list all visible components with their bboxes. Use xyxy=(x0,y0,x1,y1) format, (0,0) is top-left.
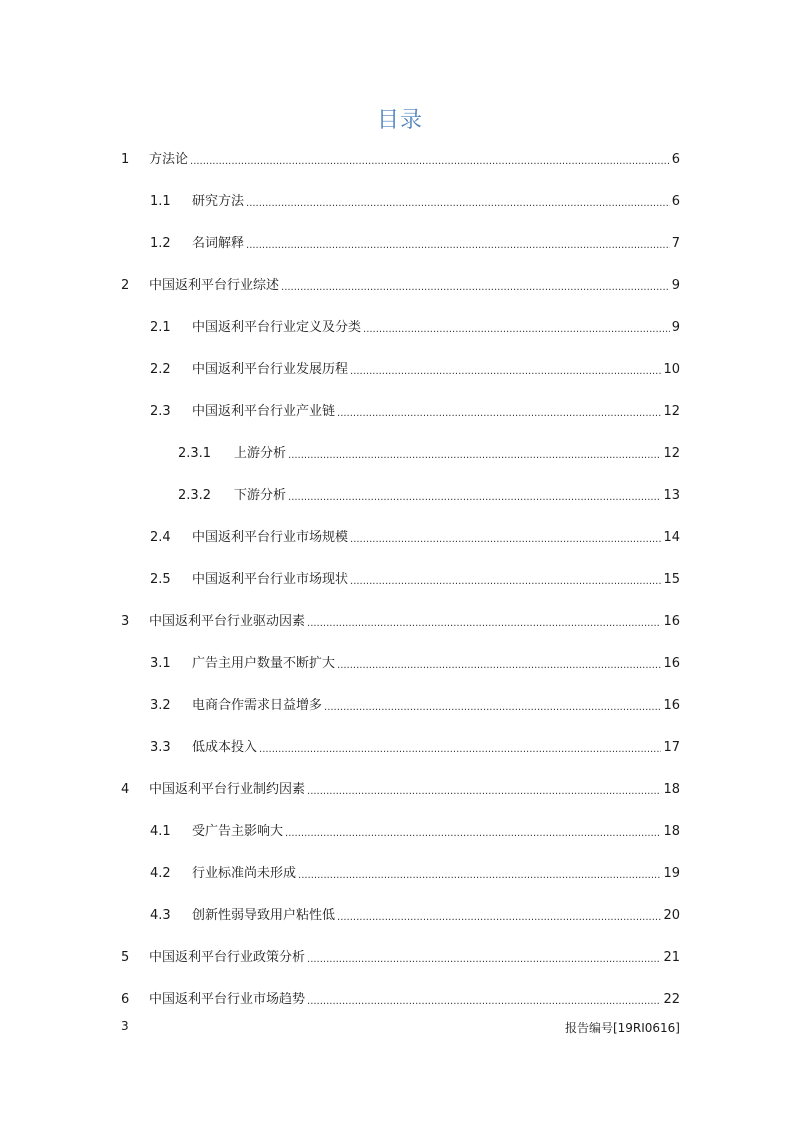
toc-dot-leader xyxy=(307,946,661,974)
toc-entry-number: 1.1 xyxy=(150,194,171,209)
toc-dot-leader xyxy=(259,736,661,764)
toc-entry-label: 创新性弱导致用户粘性低 xyxy=(192,908,336,923)
toc-entry-number: 2.5 xyxy=(150,572,171,587)
toc-entry-page: 19 xyxy=(663,866,680,881)
toc-entry-page: 15 xyxy=(663,572,680,587)
toc-entry[interactable] xyxy=(121,146,680,174)
toc-entry-page: 16 xyxy=(663,698,680,713)
toc-dot-leader xyxy=(288,484,661,512)
toc-entry[interactable] xyxy=(150,188,680,216)
toc-entry-page: 20 xyxy=(663,908,680,923)
toc-dot-leader xyxy=(363,316,670,344)
toc-entry-label: 中国返利平台行业市场规模 xyxy=(192,530,349,545)
toc-dot-leader xyxy=(350,526,661,554)
footer-page-number: 3 xyxy=(121,1019,129,1033)
toc-entry-page: 16 xyxy=(663,656,680,671)
toc-entry-page: 6 xyxy=(671,194,680,209)
toc-entry-label: 受广告主影响大 xyxy=(192,824,284,839)
toc-entry-label: 研究方法 xyxy=(192,194,245,209)
toc-dot-leader xyxy=(281,274,670,302)
toc-entry-number: 4.1 xyxy=(150,824,171,839)
toc-entry-number: 2.3 xyxy=(150,404,171,419)
toc-entry-page: 22 xyxy=(663,992,680,1007)
toc-dot-leader xyxy=(288,442,661,470)
toc-entry[interactable] xyxy=(150,230,680,258)
toc-entry-number: 4.3 xyxy=(150,908,171,923)
toc-entry[interactable] xyxy=(150,398,680,426)
toc-entry-page: 12 xyxy=(663,446,680,461)
toc-dot-leader xyxy=(337,400,661,428)
toc-entry-label: 低成本投入 xyxy=(192,740,258,755)
toc-entry[interactable] xyxy=(150,818,680,846)
toc-entry-page: 13 xyxy=(663,488,680,503)
toc-entry-number: 3.2 xyxy=(150,698,171,713)
toc-dot-leader xyxy=(246,190,670,218)
page-title: 目录 xyxy=(376,108,423,133)
toc-dot-leader xyxy=(337,904,661,932)
toc-dot-leader xyxy=(298,862,661,890)
toc-entry-label: 名词解释 xyxy=(192,236,245,251)
toc-dot-leader xyxy=(246,232,670,260)
toc-entry-number: 2.3.2 xyxy=(178,488,212,503)
toc-entry-label: 广告主用户数量不断扩大 xyxy=(192,656,336,671)
toc-entry-label: 方法论 xyxy=(149,152,189,167)
toc-dot-leader xyxy=(350,568,661,596)
toc-dot-leader xyxy=(190,148,670,176)
page-footer xyxy=(121,1019,680,1036)
toc-entry[interactable] xyxy=(121,272,680,300)
toc-entry-label: 中国返利平台行业定义及分类 xyxy=(192,320,362,335)
toc-entry-label: 中国返利平台行业政策分析 xyxy=(149,950,306,965)
toc-entry[interactable] xyxy=(150,356,680,384)
toc-entry[interactable] xyxy=(150,566,680,594)
toc-entry-page: 17 xyxy=(663,740,680,755)
toc-entry[interactable] xyxy=(121,986,680,1014)
toc-entry-page: 12 xyxy=(663,404,680,419)
toc-entry-label: 下游分析 xyxy=(234,488,287,503)
toc-entry-number: 2.1 xyxy=(150,320,171,335)
toc-entry-page: 16 xyxy=(663,614,680,629)
toc-entry-number: 1.2 xyxy=(150,236,171,251)
toc-entry-number: 2.2 xyxy=(150,362,171,377)
footer-report-code: 报告编号[19RI0616] xyxy=(564,1021,680,1035)
toc-dot-leader xyxy=(285,820,661,848)
toc-entry-page: 9 xyxy=(671,320,680,335)
toc-dot-leader xyxy=(337,652,661,680)
toc-entry-number: 3 xyxy=(121,614,130,629)
toc-entry[interactable] xyxy=(178,482,680,510)
toc-entry-number: 6 xyxy=(121,992,130,1007)
toc-entry[interactable] xyxy=(178,440,680,468)
toc-entry-label: 上游分析 xyxy=(234,446,287,461)
toc-dot-leader xyxy=(307,610,661,638)
toc-entry-number: 3.1 xyxy=(150,656,171,671)
toc-entry[interactable] xyxy=(150,650,680,678)
toc-dot-leader xyxy=(350,358,661,386)
toc-entry-label: 电商合作需求日益增多 xyxy=(192,698,323,713)
toc-entry-number: 3.3 xyxy=(150,740,171,755)
toc-dot-leader xyxy=(307,778,661,806)
toc-entry-number: 4 xyxy=(121,782,130,797)
toc-entry-number: 4.2 xyxy=(150,866,171,881)
toc-entry-page: 21 xyxy=(663,950,680,965)
toc-entry-page: 6 xyxy=(671,152,680,167)
toc-entry-page: 10 xyxy=(663,362,680,377)
toc-entry-number: 5 xyxy=(121,950,130,965)
toc-entry-page: 9 xyxy=(671,278,680,293)
toc-entry-label: 中国返利平台行业产业链 xyxy=(192,404,336,419)
toc-dot-leader xyxy=(307,988,661,1016)
toc-entry-page: 18 xyxy=(663,782,680,797)
toc-entry-label: 中国返利平台行业综述 xyxy=(149,278,280,293)
toc-entry[interactable] xyxy=(150,860,680,888)
toc-entry[interactable] xyxy=(121,944,680,972)
toc-entry-label: 中国返利平台行业制约因素 xyxy=(149,782,306,797)
toc-entry-label: 中国返利平台行业市场趋势 xyxy=(149,992,306,1007)
toc-entry-page: 14 xyxy=(663,530,680,545)
toc-entry[interactable] xyxy=(121,608,680,636)
toc-entry[interactable] xyxy=(150,524,680,552)
toc-entry-page: 7 xyxy=(671,236,680,251)
toc-entry-label: 中国返利平台行业发展历程 xyxy=(192,362,349,377)
toc-dot-leader xyxy=(324,694,661,722)
toc-entry-page: 18 xyxy=(663,824,680,839)
toc-entry-number: 1 xyxy=(121,152,130,167)
toc-entry[interactable] xyxy=(150,314,680,342)
toc-entry[interactable] xyxy=(121,776,680,804)
toc-entry-number: 2 xyxy=(121,278,130,293)
toc-entry-number: 2.4 xyxy=(150,530,171,545)
toc-entry[interactable] xyxy=(150,692,680,720)
toc-entry[interactable] xyxy=(150,734,680,762)
toc-entry[interactable] xyxy=(150,902,680,930)
toc-entry-label: 行业标准尚未形成 xyxy=(192,866,297,881)
toc-entry-number: 2.3.1 xyxy=(178,446,212,461)
toc-entry-label: 中国返利平台行业市场现状 xyxy=(192,572,349,587)
toc-entry-label: 中国返利平台行业驱动因素 xyxy=(149,614,306,629)
